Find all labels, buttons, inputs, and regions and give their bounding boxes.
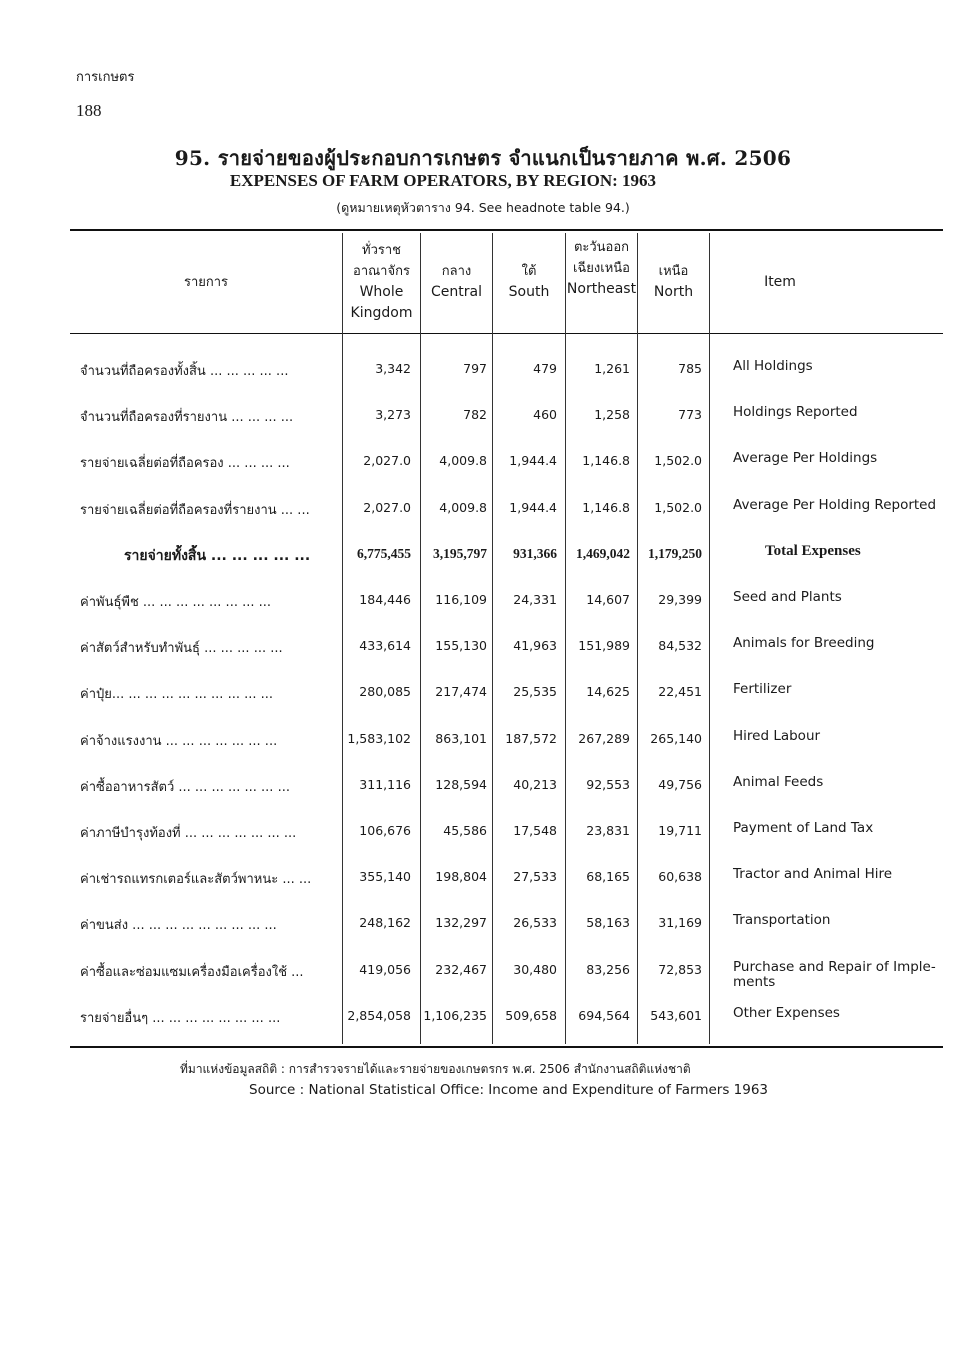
row-label-english: All Holdings	[733, 358, 813, 374]
row-label-thai: รายจ่ายเฉลี่ยต่อที่ถือครอง ... ... ... ...	[80, 456, 290, 471]
table-cell: 280,085	[359, 684, 411, 699]
table-cell: 92,553	[586, 777, 630, 792]
source-thai: ที่มาแห่งข้อมูลสถิติ : การสำรวจรายได้และรายจ่ายของเกษตรกร พ.ศ. 2506 สำนักงานสถิติแห่งชาติ	[180, 1062, 691, 1076]
row-label-english: Animals for Breeding	[733, 635, 875, 651]
row-label-english: Average Per Holding Reported	[733, 497, 937, 513]
row-label-thai: ค่าภาษีบำรุงท้องที่ ... ... ... ... ... ... ...	[80, 826, 297, 841]
table-cell: 1,106,235	[423, 1008, 487, 1023]
table-bottom-rule	[70, 1046, 943, 1048]
table-cell: 26,533	[513, 915, 557, 930]
table-cell: 187,572	[505, 731, 557, 746]
table-cell: 797	[463, 361, 487, 376]
table-cell: 1,502.0	[654, 500, 702, 515]
table-cell: 151,989	[578, 638, 630, 653]
row-label-thai: จำนวนที่ถือครองทั้งสิ้น ... ... ... ... ...	[80, 364, 289, 379]
header-label-en: North	[653, 284, 694, 300]
table-cell: 267,289	[578, 731, 630, 746]
table-cell: 49,756	[658, 777, 702, 792]
row-label-thai: ค่าซื้ออาหารสัตว์ ... ... ... ... ... ... ...	[80, 780, 290, 795]
row-label-english: Animal Feeds	[733, 774, 824, 790]
table-cell: 60,638	[658, 869, 702, 884]
table-cell: 3,273	[375, 407, 411, 422]
header-label-en: Kingdom	[350, 305, 413, 321]
table-cell: 132,297	[435, 915, 487, 930]
table-cell: 2,027.0	[363, 453, 411, 468]
header-label-th: เฉียงเหนือ	[573, 261, 630, 276]
table-cell: 1,179,250	[648, 546, 702, 561]
table-cell: 3,195,797	[433, 546, 487, 561]
header-whole-kingdom	[343, 233, 420, 331]
table-cell: 1,146.8	[582, 453, 630, 468]
header-bottom-rule	[70, 333, 943, 334]
table-cell: 265,140	[650, 731, 702, 746]
row-label-thai: ค่าขนส่ง ... ... ... ... ... ... ... ... ...	[80, 918, 277, 933]
header-label-th: ตะวันออก	[573, 240, 630, 255]
table-cell: 14,625	[586, 684, 630, 699]
row-label-thai: รายจ่ายอื่นๆ ... ... ... ... ... ... ... ...	[80, 1011, 281, 1026]
row-label-english: Other Expenses	[733, 1005, 840, 1021]
table-cell: 2,027.0	[363, 500, 411, 515]
table-cell: 1,944.4	[509, 453, 557, 468]
table-cell: 14,607	[586, 592, 630, 607]
table-cell: 45,586	[443, 823, 487, 838]
running-head: การเกษตร	[76, 70, 135, 85]
table-cell: 773	[678, 407, 702, 422]
table-cell: 543,601	[650, 1008, 702, 1023]
table-cell: 72,853	[658, 962, 702, 977]
row-label-thai: ค่าจ้างแรงงาน ... ... ... ... ... ... ...	[80, 734, 278, 749]
table-cell: 3,342	[375, 361, 411, 376]
row-label-thai: ค่าเช่ารถแทรกเตอร์และสัตว์พาหนะ ... ...	[80, 872, 312, 887]
table-cell: 460	[533, 407, 557, 422]
header-north	[638, 233, 709, 331]
table-cell: 782	[463, 407, 487, 422]
header-label-en: Central	[431, 284, 482, 300]
table-cell: 19,711	[658, 823, 702, 838]
table-cell: 1,258	[594, 407, 630, 422]
row-label-thai: ค่าสัตว์สำหรับทำพันธุ์ ... ... ... ... ...	[80, 641, 283, 656]
header-south	[493, 233, 565, 331]
page-number: 188	[76, 101, 102, 120]
table-cell: 248,162	[359, 915, 411, 930]
table-cell: 25,535	[513, 684, 557, 699]
row-label-english: Purchase and Repair of Imple-ments	[733, 959, 936, 990]
row-label-english: Seed and Plants	[733, 589, 842, 605]
table-cell: 27,533	[513, 869, 557, 884]
table-cell: 31,169	[658, 915, 702, 930]
row-label-english: Tractor and Animal Hire	[733, 866, 893, 882]
table-cell: 4,009.8	[439, 453, 487, 468]
table-subtitle: (ดูหมายเหตุหัวตาราง 94. See headnote table 94.)	[336, 200, 630, 215]
header-label-th: ทั่วราช	[362, 243, 401, 258]
table-top-rule	[70, 229, 943, 231]
row-label-english: Average Per Holdings	[733, 450, 878, 466]
row-label-english: Holdings Reported	[733, 404, 858, 420]
header-item-thai-label: รายการ	[183, 274, 229, 290]
table-cell: 29,399	[658, 592, 702, 607]
table-cell: 694,564	[578, 1008, 630, 1023]
table-cell: 41,963	[513, 638, 557, 653]
header-northeast	[566, 233, 637, 331]
table-cell: 931,366	[513, 546, 557, 561]
source-english: Source : National Statistical Office: Income and Expenditure of Farmers 1963	[249, 1082, 769, 1098]
table-cell: 84,532	[658, 638, 702, 653]
row-label-thai: รายจ่ายทั้งสิ้น ... ... ... ... ...	[124, 548, 311, 564]
table-cell: 1,944.4	[509, 500, 557, 515]
table-cell: 2,854,058	[347, 1008, 411, 1023]
table-cell: 1,146.8	[582, 500, 630, 515]
table-cell: 116,109	[435, 592, 487, 607]
table-cell: 40,213	[513, 777, 557, 792]
table-cell: 58,163	[586, 915, 630, 930]
row-label-thai: ค่าพันธุ์พืช ... ... ... ... ... ... ... ...	[80, 595, 272, 610]
table-title-thai: 95. รายจ่ายของผู้ประกอบการเกษตร จำแนกเป็นรายภาค พ.ศ. 2506	[174, 146, 792, 170]
header-label-en: Whole	[359, 284, 404, 300]
header-label-th: กลาง	[441, 264, 472, 279]
header-label-th: เหนือ	[658, 264, 689, 279]
header-label-en: Northeast	[566, 281, 637, 297]
header-label-en: South	[508, 284, 550, 300]
table-cell: 106,676	[359, 823, 411, 838]
table-cell: 785	[678, 361, 702, 376]
table-cell: 83,256	[586, 962, 630, 977]
table-cell: 479	[533, 361, 557, 376]
table-cell: 1,469,042	[576, 546, 630, 561]
table-cell: 433,614	[359, 638, 411, 653]
table-cell: 68,165	[586, 869, 630, 884]
table-cell: 4,009.8	[439, 500, 487, 515]
table-cell: 419,056	[359, 962, 411, 977]
table-cell: 155,130	[435, 638, 487, 653]
table-cell: 17,548	[513, 823, 557, 838]
row-label-english: Fertilizer	[733, 681, 792, 697]
row-label-english: Total Expenses	[765, 543, 861, 559]
row-label-thai: รายจ่ายเฉลี่ยต่อที่ถือครองที่รายงาน ... ...	[80, 503, 310, 518]
table-cell: 509,658	[505, 1008, 557, 1023]
row-label-english: Payment of Land Tax	[733, 820, 874, 836]
row-label-english: Hired Labour	[733, 728, 821, 744]
table-cell: 6,775,455	[357, 546, 411, 561]
table-cell: 184,446	[359, 592, 411, 607]
header-item-english	[710, 233, 850, 331]
row-label-thai: จำนวนที่ถือครองที่รายงาน ... ... ... ...	[80, 410, 294, 425]
table-cell: 128,594	[435, 777, 487, 792]
column-divider	[709, 233, 710, 1044]
row-label-thai: ค่าซื้อและซ่อมแซมเครื่องมือเครื่องใช้ ...	[80, 965, 304, 980]
table-cell: 1,261	[594, 361, 630, 376]
table-cell: 198,804	[435, 869, 487, 884]
table-cell: 232,467	[435, 962, 487, 977]
header-item-thai	[70, 233, 342, 331]
table-cell: 355,140	[359, 869, 411, 884]
table-cell: 1,502.0	[654, 453, 702, 468]
row-label-thai: ค่าปุ๋ย... ... ... ... ... ... ... ... ... ...	[80, 687, 274, 702]
table-cell: 1,583,102	[347, 731, 411, 746]
header-central	[421, 233, 492, 331]
table-cell: 863,101	[435, 731, 487, 746]
table-cell: 23,831	[586, 823, 630, 838]
table-cell: 24,331	[513, 592, 557, 607]
table-title-english: EXPENSES OF FARM OPERATORS, BY REGION: 1963	[229, 171, 657, 190]
table-cell: 30,480	[513, 962, 557, 977]
header-item-english-label: Item	[764, 273, 796, 290]
table-cell: 217,474	[435, 684, 487, 699]
header-label-th: ใต้	[521, 264, 537, 279]
table-cell: 22,451	[658, 684, 702, 699]
row-label-english: Transportation	[733, 912, 831, 928]
column-divider	[342, 233, 343, 1044]
header-label-th: อาณาจักร	[353, 264, 410, 279]
table-cell: 311,116	[359, 777, 411, 792]
